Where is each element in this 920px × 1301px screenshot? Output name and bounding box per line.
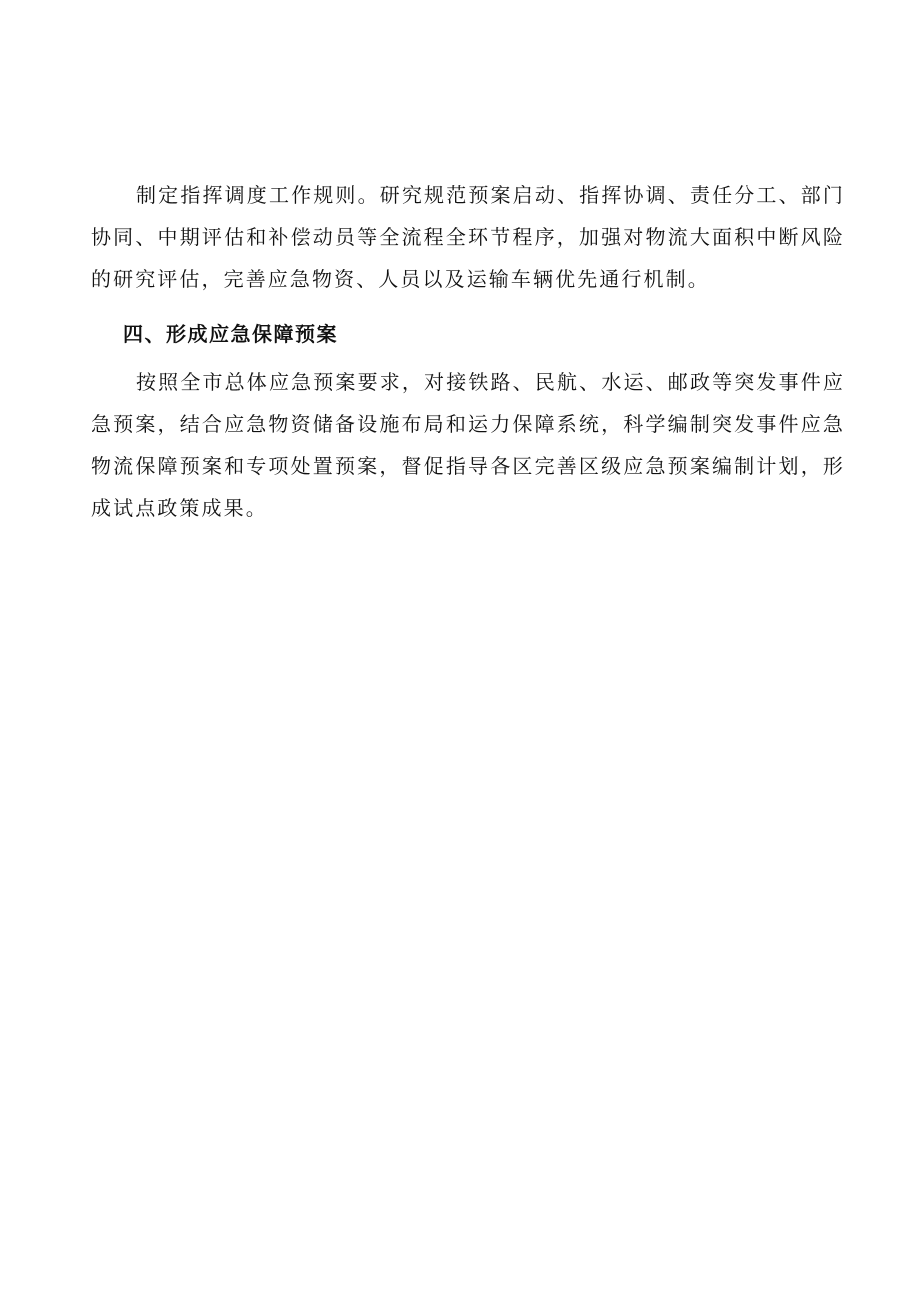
paragraph-emergency-plan: 按照全市总体应急预案要求，对接铁路、民航、水运、邮政等突发事件应急预案，结合应急物资储备设施布局和运力保障系统，科学编制突发事件应急物流保障预案和专项处置预案，督促指导各区完善区级应急预案编制计划，形成试点政策成果。 [91, 370, 845, 520]
paragraph-dispatch-rules: 制定指挥调度工作规则。研究规范预案启动、指挥协调、责任分工、部门协同、中期评估和补偿动员等全流程全环节程序，加强对物流大面积中断风险的研究评估，完善应急物资、人员以及运输车辆优先通行机制。 [91, 183, 845, 291]
section-heading: 四、形成应急保障预案 [123, 322, 338, 346]
document-body [91, 174, 845, 529]
